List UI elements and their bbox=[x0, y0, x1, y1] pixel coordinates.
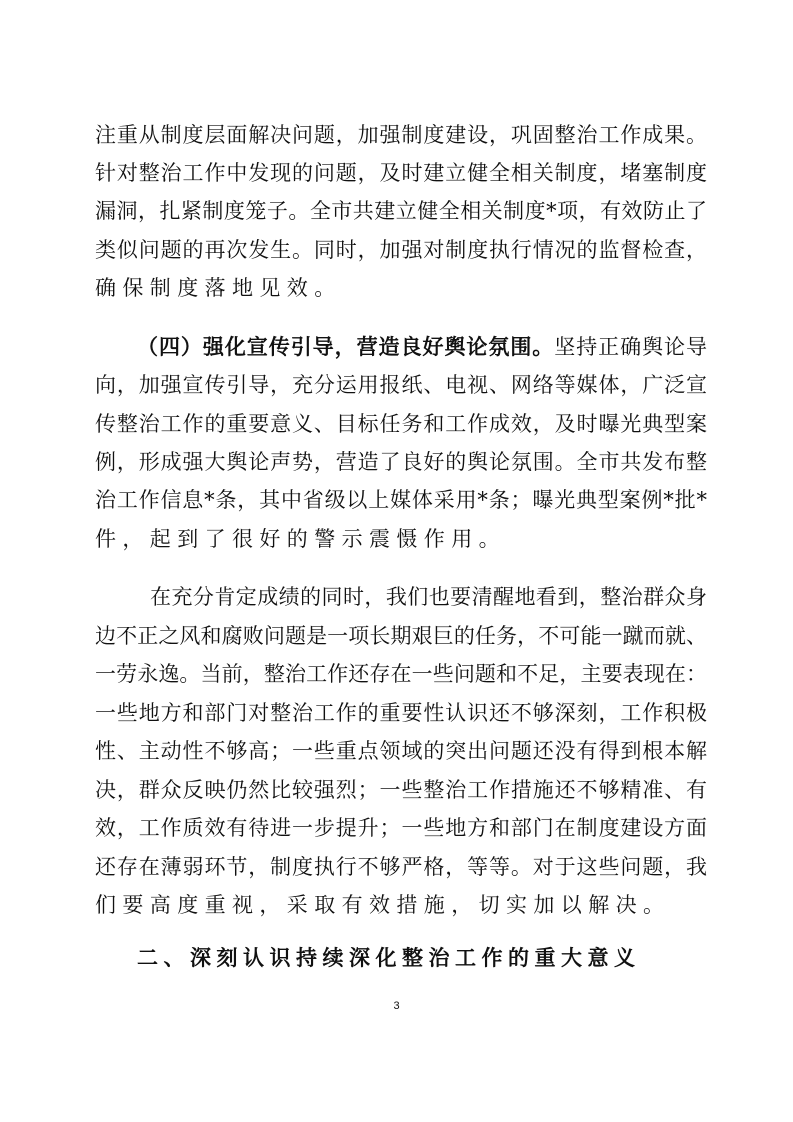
text-line: 漏洞，扎紧制度笼子。全市共建立健全相关制度*项，有效防止了 bbox=[95, 199, 707, 223]
text-line: 传整治工作的重要意义、目标任务和工作成效，及时曝光典型案 bbox=[95, 412, 707, 436]
text-line: 例，形成强大舆论声势，营造了良好的舆论氛围。全市共发布整 bbox=[95, 450, 707, 474]
text-line: 们要高度重视，采取有效措施，切实加以解决。 bbox=[95, 893, 671, 917]
section-subheading: （四）强化宣传引导，营造良好舆论氛围。 bbox=[137, 334, 555, 359]
text-line: 件，起到了很好的警示震慑作用。 bbox=[95, 527, 506, 551]
text-line: 针对整治工作中发现的问题，及时建立健全相关制度，堵塞制度 bbox=[95, 161, 707, 185]
text-line: 治工作信息*条，其中省级以上媒体采用*条；曝光典型案例*批* bbox=[95, 488, 707, 512]
text-line: 边不正之风和腐败问题是一项长期艰巨的任务，不可能一蹴而就、 bbox=[95, 624, 707, 648]
text-line: 向，加强宣传引导，充分运用报纸、电视、网络等媒体，广泛宣 bbox=[95, 373, 707, 397]
text-line: 决，群众反映仍然比较强烈；一些整治工作措施还不够精准、有 bbox=[95, 778, 707, 802]
section-heading: 二、深刻认识持续深化整治工作的重大意义 bbox=[137, 945, 641, 970]
text-line: 确保制度落地见效。 bbox=[95, 276, 342, 300]
page-number: 3 bbox=[393, 1000, 400, 1012]
text-line bbox=[137, 333, 707, 361]
text-line: 一劳永逸。当前，整治工作还存在一些问题和不足，主要表现在： bbox=[95, 662, 707, 686]
text-line: 在充分肯定成绩的同时，我们也要清醒地看到，整治群众身 bbox=[150, 585, 707, 609]
text-line: 注重从制度层面解决问题，加强制度建设，巩固整治工作成果。 bbox=[95, 123, 707, 147]
text-line: 性、主动性不够高；一些重点领域的突出问题还没有得到根本解 bbox=[95, 739, 707, 763]
text-line: 效，工作质效有待进一步提升；一些地方和部门在制度建设方面 bbox=[95, 816, 707, 840]
text-line: 还存在薄弱环节，制度执行不够严格，等等。对于这些问题，我 bbox=[95, 855, 707, 879]
text-line: 类似问题的再次发生。同时，加强对制度执行情况的监督检查， bbox=[95, 238, 707, 262]
text-span: 坚持正确舆论导 bbox=[554, 335, 708, 359]
text-line: 一些地方和部门对整治工作的重要性认识还不够深刻，工作积极 bbox=[95, 701, 707, 725]
